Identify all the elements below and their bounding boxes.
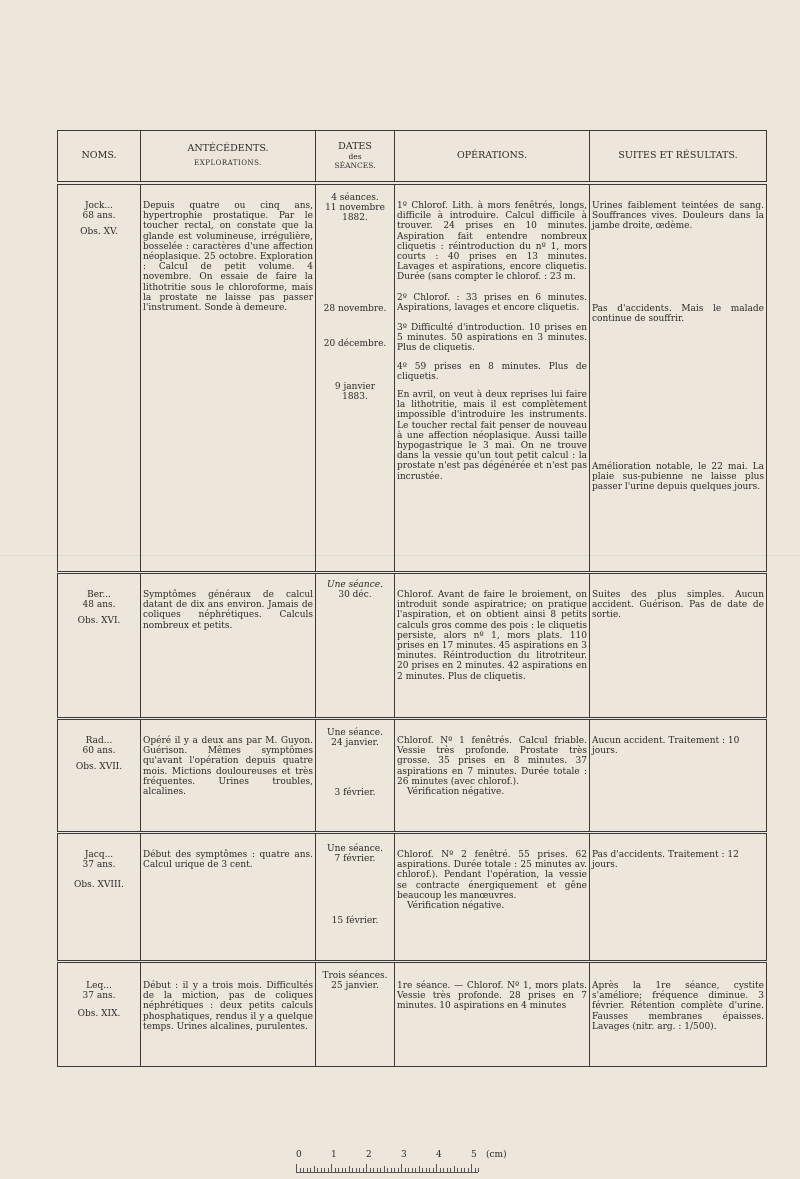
session-count: Une séance. <box>327 728 383 738</box>
session-date: 28 novembre. <box>323 303 387 314</box>
antecedents-text: Opéré il y a deux ans par M. Guyon. Guérison. Mêmes symptômes qu'avant l'opération depuis quatre mois. Mictions douloureuses et très fréquentes. Urines troubles, alcalines. <box>143 736 313 798</box>
session-date: 9 janvier <box>334 382 376 393</box>
observation-number: Obs. XVIII. <box>74 880 124 891</box>
antecedents-cell <box>141 962 316 1067</box>
scale-tick <box>296 1164 297 1172</box>
scale-tick <box>422 1168 423 1172</box>
suites-cell <box>590 719 767 833</box>
session-count: Une séance. <box>327 844 383 854</box>
session-date: 24 janvier. <box>331 738 379 749</box>
header-dates-2: des <box>348 152 362 162</box>
scale-tick <box>426 1168 427 1172</box>
session-year: 1882. <box>342 213 368 224</box>
scale-tick <box>475 1168 476 1172</box>
table-row <box>58 573 767 719</box>
scale-tick <box>450 1168 451 1172</box>
scale-tick <box>478 1168 479 1172</box>
scale-tick <box>461 1168 462 1172</box>
session-date: 7 février. <box>334 854 376 865</box>
scale-tick <box>398 1168 399 1172</box>
session-count: Trois séances. <box>322 971 388 981</box>
header-explorations-label: EXPLORATIONS. <box>194 159 262 167</box>
scale-bar <box>296 1164 478 1173</box>
scale-label: 5 <box>471 1150 477 1160</box>
result-text: Pas d'accidents. Mais le malade continue de souffrir. <box>592 303 764 324</box>
header-dates-1: DATES <box>338 140 372 152</box>
suites-cell <box>590 183 767 573</box>
antecedents-text: Symptômes généraux de calcul datant de dix ans environ. Jamais de coliques néphrétiques. Calculs nombreux et petits. <box>143 590 313 631</box>
scale-tick <box>352 1168 353 1172</box>
scale-tick <box>412 1168 413 1172</box>
operation-text: En avril, on veut à deux reprises lui faire la lithotritie, mais il est complètement impossible d'introduire les instruments. Le toucher rectal fait penser de nouveau à une affection néoplasique. Aussi taille hypogastrique le 3 mai. On ne trouve dans la vessie qu'un tout petit calcul : la prostate n'est pas dégénérée et n'est pas incrustée. <box>397 390 587 482</box>
result-text: Pas d'accidents. Traitement : 12 jours. <box>592 850 739 871</box>
name-cell <box>58 183 141 573</box>
table-row <box>58 183 767 573</box>
scale-tick <box>342 1168 343 1172</box>
operation-text: Chlorof. Nº 2 fenêtré. 55 prises. 62 aspirations. Durée totale : 25 minutes av. chlorof.). Pendant l'opération, la vessie se contracte énergiquement et gêne beaucoup les manœuvres. <box>397 850 587 901</box>
scale-tick <box>314 1166 315 1172</box>
result-text: Amélioration notable, le 22 mai. La plaie sus-pubienne ne laisse plus passer l'urine depuis quelques jours. <box>592 462 764 493</box>
antecedents-cell <box>141 183 316 573</box>
header-antecedents <box>141 131 316 184</box>
session-count: 4 séances. <box>331 193 379 203</box>
scale-tick <box>436 1164 437 1172</box>
scale-label: 1 <box>331 1150 337 1160</box>
header-operations: OPÉRATIONS. <box>395 131 590 184</box>
name-cell <box>58 962 141 1067</box>
antecedents-text: Début des symptômes : quatre ans. Calcul urique de 3 cent. <box>143 850 313 871</box>
operations-cell <box>395 573 590 719</box>
observation-number: Obs. XVII. <box>75 762 123 773</box>
scale-tick <box>377 1168 378 1172</box>
operations-cell <box>395 183 590 573</box>
scale-tick <box>405 1168 406 1172</box>
scale-tick <box>366 1164 367 1172</box>
name-cell <box>58 719 141 833</box>
header-dates-3: SÉANCES. <box>334 161 376 171</box>
observation-number: Obs. XVI. <box>77 616 121 627</box>
scale-tick <box>394 1168 395 1172</box>
suites-cell <box>590 833 767 962</box>
operation-text: 1re séance. — Chlorof. Nº 1, mors plats. Vessie très profonde. 28 prises en 7 minutes. 10 aspirations en 4 minutes <box>397 981 587 1012</box>
scale-tick <box>338 1168 339 1172</box>
table-row <box>58 719 767 833</box>
scale-tick <box>307 1168 308 1172</box>
patient-name: Rad... <box>85 736 113 746</box>
scale-tick <box>359 1168 360 1172</box>
operation-text: Chlorof. Avant de faire le broiement, on introduit sonde aspiratrice; on pratique l'aspiration, et on obtient ainsi 8 petits calculs gros comme des pois : le cliquetis persiste, alors nº 1, mors plats. 110 prises en 17 minutes. 45 aspirations en 3 minutes. Réintroduction du litrotriteur. 20 prises en 2 minutes. 42 aspirations en 2 minutes. Plus de cliquetis. <box>397 590 587 682</box>
operations-cell <box>395 719 590 833</box>
header-row <box>58 131 767 184</box>
operation-text: 4º 59 prises en 8 minutes. Plus de cliquetis. <box>397 361 587 382</box>
session-count: Une séance. <box>327 580 383 590</box>
session-date: 3 février. <box>334 788 376 799</box>
scale-tick <box>380 1168 381 1172</box>
scale-tick <box>345 1168 346 1172</box>
scale-tick <box>373 1168 374 1172</box>
operation-text: 2º Chlorof. : 33 prises en 6 minutes. Aspirations, lavages et encore cliquetis. <box>397 292 587 313</box>
scale-tick <box>387 1168 388 1172</box>
scale-tick <box>468 1168 469 1172</box>
scale-tick <box>310 1168 311 1172</box>
dates-cell <box>316 833 395 962</box>
patient-age: 37 ans. <box>82 991 116 1002</box>
dates-cell <box>316 962 395 1067</box>
scale-tick <box>321 1168 322 1172</box>
session-date: 25 janvier. <box>331 981 379 992</box>
scale-tick <box>370 1168 371 1172</box>
operation-text: 1º Chlorof. Lith. à mors fenêtrés, longs, difficile à introduire. Calcul difficile à trouver. 24 prises en 10 minutes. Aspiration fait entendre nombreux cliquetis : réintroduction du nº 1, mors courts : 40 prises en 13 minutes. Lavages et aspirations, encore cliquetis. Durée (sans compter le chlorof. : 23 m. <box>397 201 587 283</box>
patient-name: Leq... <box>86 981 112 991</box>
patient-name: Jock... <box>84 201 114 211</box>
result-text: Après la 1re séance, cystite s'améliore; fréquence diminue. 3 février. Rétention complète d'urine. Fausses membranes épaisses. Lavages (nitr. arg. : 1/500). <box>592 981 764 1032</box>
result-text: Suites des plus simples. Aucun accident. Guérison. Pas de date de sortie. <box>592 590 764 621</box>
operation-text: Vérification négative. <box>407 901 505 912</box>
dates-cell <box>316 719 395 833</box>
operation-text: Chlorof. Nº 1 fenêtrés. Calcul friable. Vessie très profonde. Prostate très grosse. 35 prises en 8 minutes. 37 aspirations en 7 minutes. Durée totale : 26 minutes (avec chlorof.). <box>397 736 587 787</box>
patient-age: 37 ans. <box>82 860 116 871</box>
scale-tick <box>356 1168 357 1172</box>
observations-table <box>57 130 767 1067</box>
scale-tick <box>471 1164 472 1172</box>
table-row <box>58 962 767 1067</box>
scale-label: 0 <box>296 1150 302 1160</box>
antecedents-cell <box>141 719 316 833</box>
scale-tick <box>384 1166 385 1172</box>
operation-text: Vérification négative. <box>407 787 505 798</box>
patient-name: Ber... <box>87 590 111 600</box>
scale-tick <box>433 1168 434 1172</box>
scale-tick <box>408 1168 409 1172</box>
session-date: 15 février. <box>331 916 379 927</box>
scale-tick <box>324 1168 325 1172</box>
result-text: Aucun accident. Traitement : 10 jours. <box>592 736 740 757</box>
scale-tick <box>454 1166 455 1172</box>
operations-cell <box>395 833 590 962</box>
scale-tick <box>440 1168 441 1172</box>
scale-tick <box>335 1168 336 1172</box>
scale-tick <box>349 1166 350 1172</box>
patient-name: Jacq... <box>84 850 114 860</box>
antecedents-cell <box>141 573 316 719</box>
table-row <box>58 833 767 962</box>
antecedents-text: Depuis quatre ou cinq ans, hypertrophie prostatique. Par le toucher rectal, on constate que la glande est volumineuse, irrégulière, bosselée : caractères d'une affection néoplasique. 25 octobre. Exploration : Calcul de petit volume. 4 novembre. On essaie de faire la lithotritie sous le chloroforme, mais la prostate ne laisse pas passer l'instrument. Sonde à demeure. <box>143 201 313 314</box>
session-date: 20 décembre. <box>323 338 387 349</box>
result-text: Urines faiblement teintées de sang. Souffrances vives. Douleurs dans la jambe droite, œdème. <box>592 201 764 232</box>
scale-ruler <box>296 1150 516 1174</box>
patient-age: 68 ans. <box>82 211 116 222</box>
scale-tick <box>447 1168 448 1172</box>
patient-age: 48 ans. <box>82 600 116 611</box>
scale-tick <box>391 1168 392 1172</box>
header-antecedents-label: ANTÉCÉDENTS. <box>187 142 269 154</box>
operations-cell <box>395 962 590 1067</box>
suites-cell <box>590 573 767 719</box>
scale-label: 2 <box>366 1150 372 1160</box>
observation-number: Obs. XIX. <box>77 1009 121 1020</box>
scale-tick <box>464 1168 465 1172</box>
scale-label: 4 <box>436 1150 442 1160</box>
session-date: 30 déc. <box>338 590 372 601</box>
scale-tick <box>415 1168 416 1172</box>
header-suites: SUITES ET RÉSULTATS. <box>590 131 767 184</box>
scale-unit: (cm) <box>486 1150 507 1160</box>
scale-tick <box>328 1168 329 1172</box>
scale-tick <box>303 1168 304 1172</box>
header-noms: NOMS. <box>58 131 141 184</box>
scale-tick <box>419 1166 420 1172</box>
operation-text: 3º Difficulté d'introduction. 10 prises en 5 minutes. 50 aspirations en 3 minutes. Plus de cliquetis. <box>397 323 587 354</box>
suites-cell <box>590 962 767 1067</box>
scale-tick <box>331 1164 332 1172</box>
scale-tick <box>363 1168 364 1172</box>
scale-tick <box>457 1168 458 1172</box>
antecedents-text: Début : il y a trois mois. Difficultés de la miction, pas de coliques néphrétiques : deux petits calculs phosphatiques, rendus il y a quelque temps. Urines alcalines, purulentes. <box>143 981 313 1032</box>
session-year: 1883. <box>342 392 368 403</box>
observation-number: Obs. XV. <box>80 227 118 238</box>
name-cell <box>58 833 141 962</box>
patient-age: 60 ans. <box>82 746 116 757</box>
scale-tick <box>401 1164 402 1172</box>
scale-tick <box>429 1168 430 1172</box>
dates-cell <box>316 183 395 573</box>
scale-tick <box>317 1168 318 1172</box>
session-date: 11 novembre <box>325 203 385 214</box>
scale-tick <box>443 1168 444 1172</box>
scale-label: 3 <box>401 1150 407 1160</box>
scale-tick <box>300 1168 301 1172</box>
dates-cell <box>316 573 395 719</box>
name-cell <box>58 573 141 719</box>
header-dates <box>316 131 395 184</box>
antecedents-cell <box>141 833 316 962</box>
